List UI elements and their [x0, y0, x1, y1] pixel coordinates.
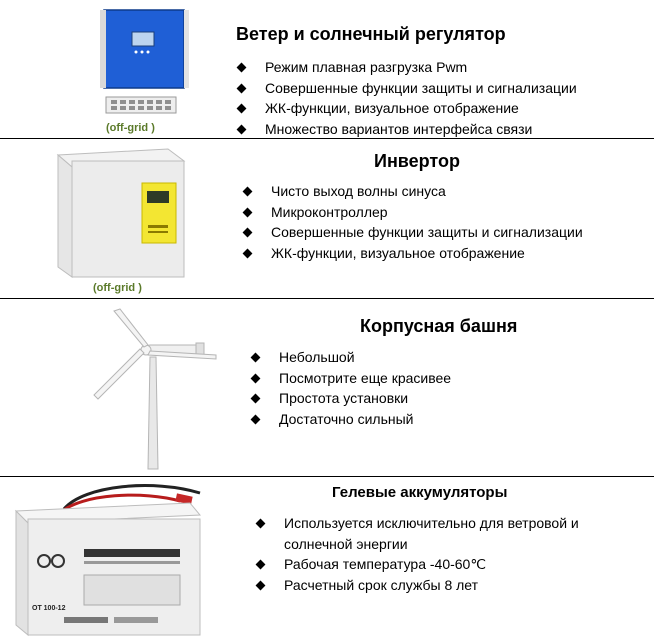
diamond-bullet-icon [256, 581, 266, 591]
inverter-caption: (off-grid ) [93, 282, 142, 294]
list-item: Совершенные функции защиты и сигнализации [242, 222, 583, 243]
diamond-bullet-icon [243, 207, 253, 217]
list-item: Совершенные функции защиты и сигнализации [236, 78, 577, 99]
inverter-features [242, 181, 583, 264]
diamond-bullet-icon [237, 104, 247, 114]
list-item: Простота установки [250, 388, 451, 409]
list-item: Рабочая температура -40-60℃ [255, 554, 579, 575]
controller-features [236, 57, 577, 140]
section-inverter [0, 139, 654, 298]
diamond-bullet-icon [251, 394, 261, 404]
section-gel-batteries [0, 477, 654, 642]
diamond-bullet-icon [243, 187, 253, 197]
diamond-bullet-icon [251, 415, 261, 425]
wind-turbine-image [84, 303, 224, 473]
list-item: ЖК-функции, визуальное отображение [242, 243, 583, 264]
inverter-image [50, 145, 190, 290]
list-item: Режим плавная разгрузка Pwm [236, 57, 577, 78]
diamond-bullet-icon [243, 228, 253, 238]
diamond-bullet-icon [251, 353, 261, 363]
list-item: солнечной энергии [284, 535, 408, 552]
list-item: ЖК-функции, визуальное отображение [236, 98, 577, 119]
list-item: Небольшой [250, 347, 451, 368]
wind-tower-features [250, 347, 451, 430]
gel-batteries-title: Гелевые аккумуляторы [332, 484, 508, 501]
gel-batteries-features [255, 513, 579, 596]
diamond-bullet-icon [256, 519, 266, 529]
battery-image [4, 479, 209, 639]
diamond-bullet-icon [243, 249, 253, 259]
diamond-bullet-icon [237, 83, 247, 93]
controller-title: Ветер и солнечный регулятор [236, 24, 506, 44]
list-item: Достаточно сильный [250, 409, 451, 430]
controller-caption: (off-grid ) [106, 122, 155, 134]
wind-tower-title: Корпусная башня [360, 316, 518, 336]
list-item: Чисто выход волны синуса [242, 181, 583, 202]
section-wind-tower [0, 299, 654, 476]
list-item: Множество вариантов интерфейса связи [236, 119, 577, 140]
list-item: Микроконтроллер [242, 202, 583, 223]
diamond-bullet-icon [237, 63, 247, 73]
diamond-bullet-icon [237, 125, 247, 135]
list-item: Посмотрите еще красивее [250, 368, 451, 389]
battery-model-label: OT 100-12 [32, 605, 66, 612]
controller-image [92, 6, 212, 131]
inverter-title: Инвертор [374, 151, 460, 171]
diamond-bullet-icon [251, 373, 261, 383]
list-item: Используется исключительно для ветровой и [255, 513, 579, 534]
section-controller [0, 0, 654, 138]
list-item: Расчетный срок службы 8 лет [255, 575, 579, 596]
diamond-bullet-icon [256, 560, 266, 570]
